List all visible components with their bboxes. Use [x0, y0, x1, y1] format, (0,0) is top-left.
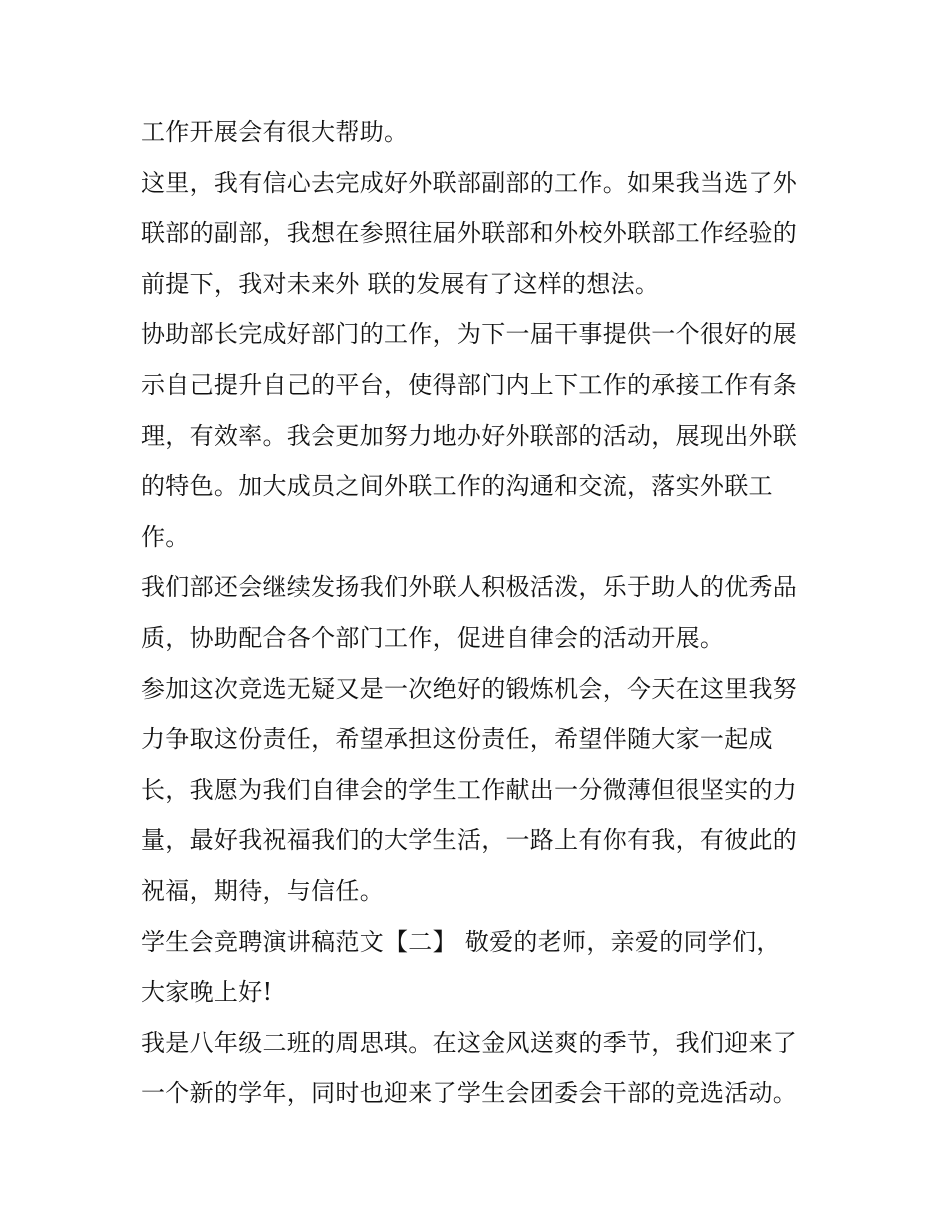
- text-line: 我是八年级二班的周思琪。在这金风送爽的季节，我们迎来了: [141, 1028, 798, 1057]
- text-line: 参加这次竞选无疑又是一次绝好的锻炼机会，今天在这里我努: [141, 674, 798, 703]
- text-line: 作。: [141, 522, 190, 551]
- text-line: 工作开展会有很大帮助。: [141, 118, 409, 146]
- text-line: 祝福，期待，与信任。: [141, 876, 384, 905]
- text-line: 大家晚上好!: [141, 978, 273, 1007]
- text-line: 理，有效率。我会更加努力地办好外联部的活动，展现出外联: [141, 421, 798, 450]
- text-line: 这里，我有信心去完成好外联部副部的工作。如果我当选了外: [141, 168, 798, 197]
- text-line: 示自己提升自己的平台，使得部门内上下工作的承接工作有条: [141, 370, 798, 399]
- text-line: 一个新的学年，同时也迎来了学生会团委会干部的竞选活动。: [141, 1079, 798, 1108]
- text-line: 的特色。加大成员之间外联工作的沟通和交流，落实外联工: [141, 472, 773, 501]
- text-line: 前提下，我对未来外 联的发展有了这样的想法。: [141, 269, 660, 298]
- section-heading-line: 学生会竞聘演讲稿范文【二】 敬爱的老师，亲爱的同学们，: [141, 927, 781, 956]
- document-body: [141, 107, 821, 1119]
- text-line: 量，最好我祝福我们的大学生活，一路上有你有我，有彼此的: [141, 826, 798, 855]
- text-line: 协助部长完成好部门的工作，为下一届干事提供一个很好的展: [141, 320, 798, 349]
- text-line: 质，协助配合各个部门工作，促进自律会的活动开展。: [141, 623, 725, 652]
- text-line: 联部的副部，我想在参照往届外联部和外校外联部工作经验的: [141, 219, 798, 248]
- text-line: 长，我愿为我们自律会的学生工作献出一分微薄但很坚实的力: [141, 775, 798, 804]
- text-line: 力争取这份责任，希望承担这份责任，希望伴随大家一起成: [141, 725, 773, 754]
- text-line: 我们部还会继续发扬我们外联人积极活泼，乐于助人的优秀品: [141, 573, 798, 602]
